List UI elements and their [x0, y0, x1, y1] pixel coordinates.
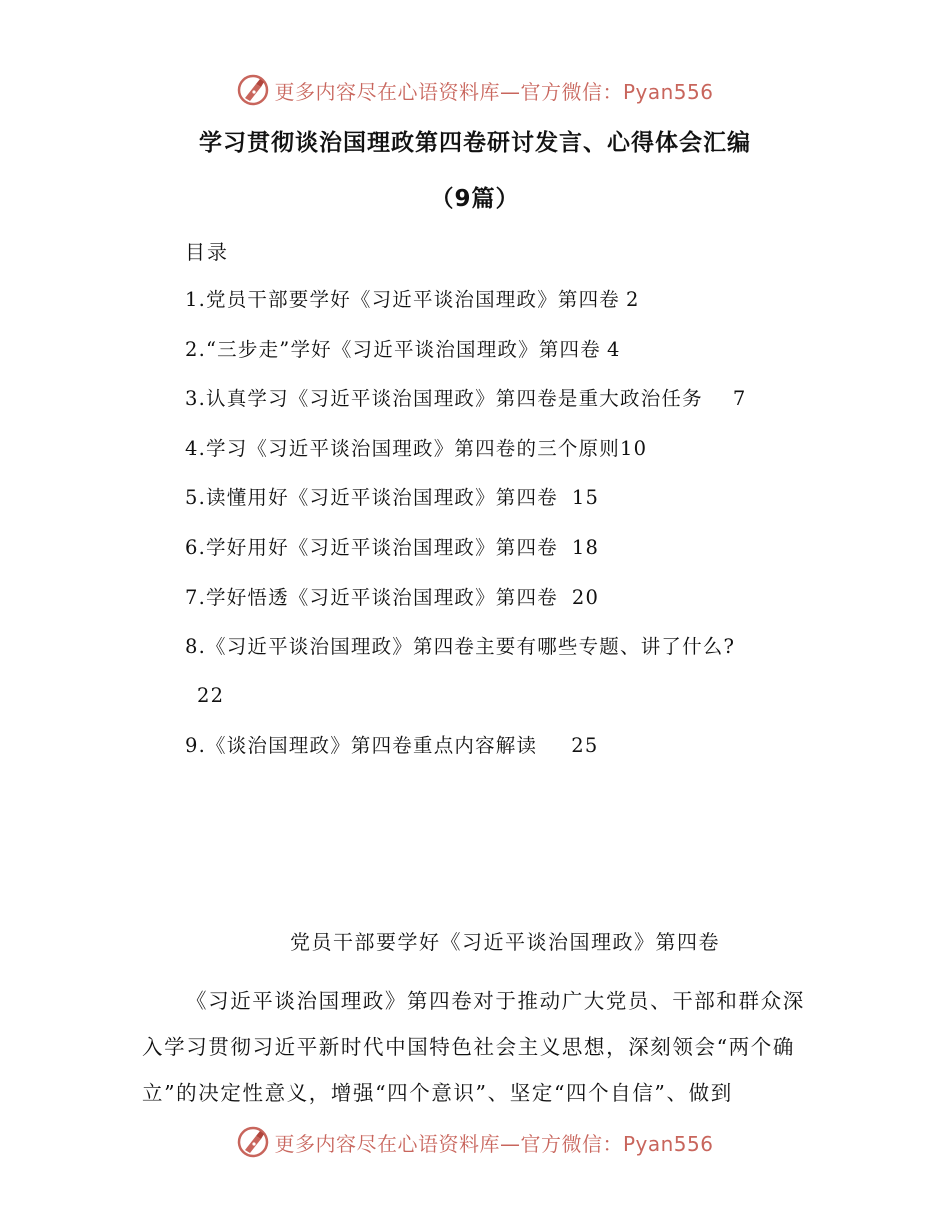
toc-item-page: 20 — [571, 585, 600, 609]
toc-item-text: 1.党员干部要学好《习近平谈治国理政》第四卷 — [185, 288, 621, 311]
toc-item-page: 22 — [197, 684, 225, 708]
toc-item[interactable] — [185, 629, 746, 728]
toc-item-text: 8.《习近平谈治国理政》第四卷主要有哪些专题、讲了什么? — [185, 635, 736, 659]
toc-item-page: 2 — [626, 288, 640, 311]
pen-nib-logo-icon — [236, 1125, 270, 1159]
toc-item[interactable] — [185, 530, 746, 580]
toc-item[interactable] — [185, 580, 746, 630]
toc-item-text: 7.学好悟透《习近平谈治国理政》第四卷 — [185, 585, 558, 609]
toc-item[interactable] — [185, 282, 746, 332]
toc-item-text: 9.《谈治国理政》第四卷重点内容解读 — [185, 734, 538, 758]
toc-item[interactable] — [185, 480, 746, 530]
body-paragraph: 《习近平谈治国理政》第四卷对于推动广大党员、干部和群众深入学习贯彻习近平新时代中国特色社会主义思想，深刻领会“两个确立”的决定性意义，增强“四个意识”、坚定“四个自信”、做到 — [142, 989, 805, 1105]
watermark-text: 更多内容尽在心语资料库—官方微信：Pyan556 — [274, 79, 714, 104]
section-title: 党员干部要学好《习近平谈治国理政》第四卷 — [290, 930, 720, 954]
watermark-banner-top — [0, 70, 950, 110]
toc-item-text: 6.学好用好《习近平谈治国理政》第四卷 — [185, 535, 558, 559]
document-title: 学习贯彻谈治国理政第四卷研讨发言、心得体会汇编 — [199, 130, 751, 156]
toc-item-page: 4 — [606, 337, 621, 361]
toc-heading: 目录 — [185, 240, 229, 264]
pen-nib-logo-icon — [236, 73, 270, 107]
watermark-text: 更多内容尽在心语资料库—官方微信：Pyan556 — [274, 1131, 714, 1156]
document-title-count: （9篇） — [430, 186, 520, 212]
toc-item-page: 18 — [571, 535, 600, 559]
watermark-banner-bottom — [0, 1122, 950, 1162]
toc-item-text: 2.“三步走”学好《习近平谈治国理政》第四卷 — [185, 337, 601, 361]
toc-item-page: 7 — [732, 387, 747, 411]
toc-item-text: 4.学习《习近平谈治国理政》第四卷的三个原则 — [185, 436, 621, 460]
toc-item-text: 3.认真学习《习近平谈治国理政》第四卷是重大政治任务 — [185, 387, 703, 411]
toc-item-page: 10 — [620, 436, 648, 460]
toc-item[interactable] — [185, 728, 746, 778]
toc-item-page: 25 — [571, 734, 599, 758]
toc-item-text: 5.读懂用好《习近平谈治国理政》第四卷 — [185, 486, 558, 510]
toc-item[interactable] — [185, 381, 746, 431]
toc-item-page: 15 — [571, 486, 600, 510]
toc-item[interactable] — [185, 332, 746, 382]
table-of-contents — [185, 282, 746, 778]
toc-item[interactable] — [185, 431, 746, 481]
